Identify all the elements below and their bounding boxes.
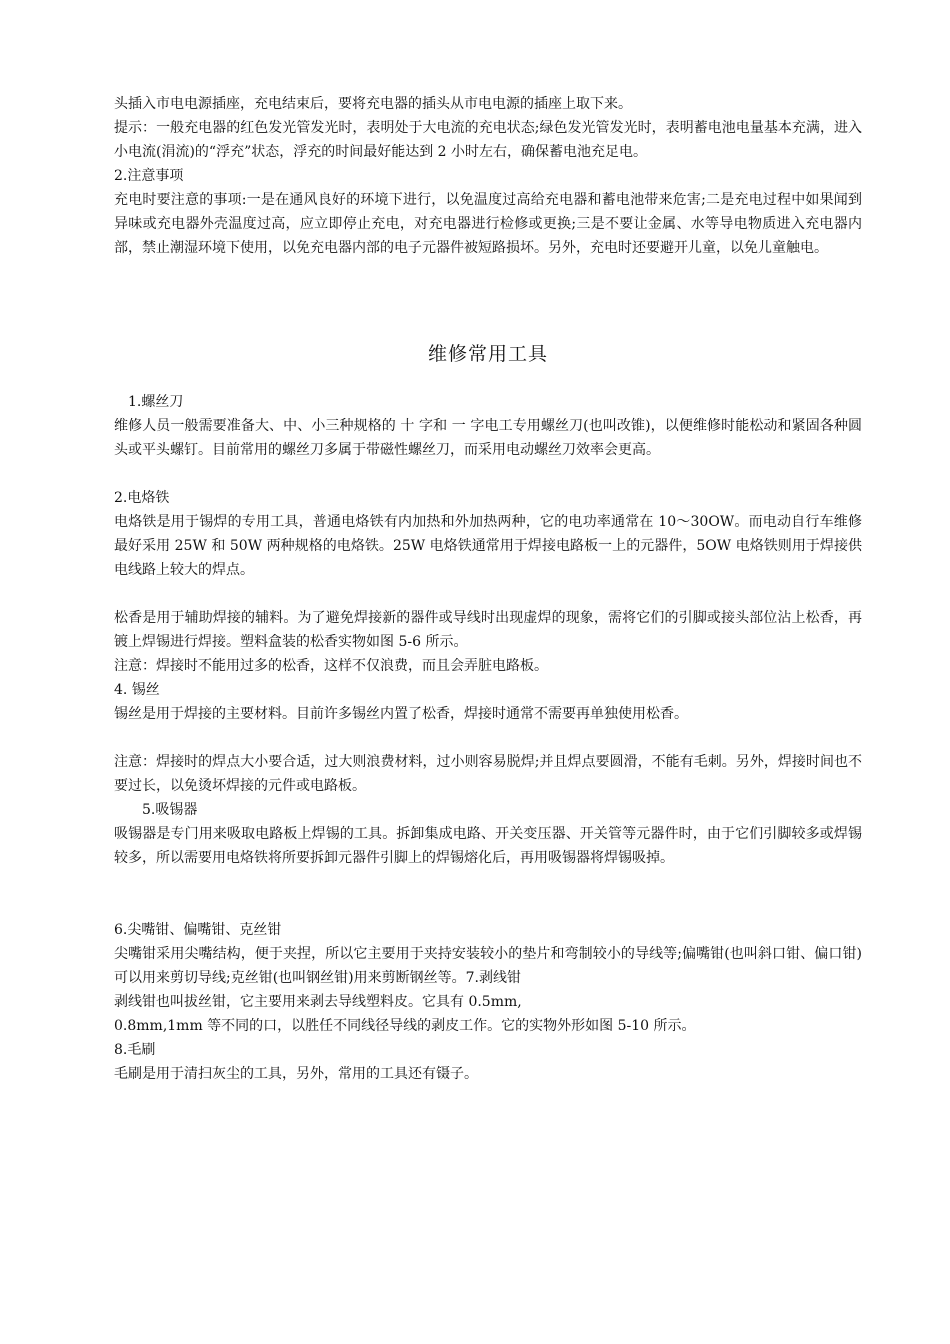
heading-brush: 8.毛刷 xyxy=(114,1042,156,1058)
section-title: 维修常用工具 xyxy=(427,343,548,365)
paragraph-desoldering-pump: 吸锡器是专门用来吸取电路板上焊锡的工具。拆卸集成电路、开关变压器、开关管等元器件时，由于它们引脚较多或焊锡较多，所以需要用电烙铁将所要拆卸元器件引脚上的焊锡熔化后，再用吸锡器将焊锡吸掉。 xyxy=(114,826,862,866)
paragraph-screwdriver: 维修人员一般需要准备大、中、小三种规格的 十 字和 一 字电工专用螺丝刀(也叫改锥)，以便维修时能松动和紧固各种圆头或平头螺钉。目前常用的螺丝刀多属于带磁性螺丝刀，而采用电动螺丝刀效率会更高。 xyxy=(114,418,862,458)
paragraph-rosin-note: 注意：焊接时不能用过多的松香，这样不仅浪费，而且会弄脏电路板。 xyxy=(114,658,548,674)
heading-charging-notes: 2.注意事项 xyxy=(114,168,184,184)
paragraph-brush: 毛刷是用于清扫灰尘的工具，另外，常用的工具还有镊子。 xyxy=(114,1066,478,1082)
heading-desoldering-pump: 5.吸锡器 xyxy=(142,802,198,818)
paragraph-solder-wire: 锡丝是用于焊接的主要材料。目前许多锡丝内置了松香，焊接时通常不需要再单独使用松香。 xyxy=(114,706,688,722)
spacer xyxy=(114,726,862,750)
spacer xyxy=(114,870,862,918)
heading-screwdriver: 1.螺丝刀 xyxy=(128,394,184,410)
paragraph-charger-tip: 提示：一般充电器的红色发光管发光时，表明处于大电流的充电状态;绿色发光管发光时，表明蓄电池电量基本充满，进入小电流(涓流)的“浮充”状态，浮充的时间最好能达到 2 小时左右，确保蓄电池充足电。 xyxy=(114,120,862,160)
heading-soldering-iron: 2.电烙铁 xyxy=(114,490,170,506)
paragraph-rosin: 松香是用于辅助焊接的辅料。为了避免焊接新的器件或导线时出现虚焊的现象，需将它们的引脚或接头部位沾上松香，再镀上焊锡进行焊接。塑料盒装的松香实物如图 5-6 所示。 xyxy=(114,610,862,650)
paragraph-wire-stripper-a: 剥线钳也叫拔丝钳，它主要用来剥去导线塑料皮。它具有 0.5mm, xyxy=(114,994,522,1010)
heading-solder-wire: 4. 锡丝 xyxy=(114,682,160,698)
paragraph-soldering-iron: 电烙铁是用于锡焊的专用工具，普通电烙铁有内加热和外加热两种，它的电功率通常在 10～30OW。而电动自行车维修最好采用 25W 和 50W 两种规格的电烙铁。25W 电烙铁通常用于焊接电路板一上的元器件，5OW 电烙铁则用于焊接供电线路上较大的焊点。 xyxy=(114,514,862,578)
paragraph-pliers: 尖嘴钳采用尖嘴结构，便于夹捏，所以它主要用于夹持安装较小的垫片和弯制较小的导线等;偏嘴钳(也叫斜口钳、偏口钳)可以用来剪切导线;克丝钳(也叫钢丝钳)用来剪断钢丝等。7.剥线钳 xyxy=(114,946,862,986)
paragraph-charger-unplug: 头插入市电电源插座，充电结束后，要将充电器的插头从市电电源的插座上取下来。 xyxy=(114,96,632,112)
paragraph-wire-stripper-b: 0.8mm,1mm 等不同的口，以胜任不同线径导线的剥皮工作。它的实物外形如图 5-10 所示。 xyxy=(114,1018,696,1034)
document-page xyxy=(114,92,862,1086)
paragraph-charging-notes: 充电时要注意的事项:一是在通风良好的环境下进行，以免温度过高给充电器和蓄电池带来危害;二是充电过程中如果闻到异味或充电器外壳温度过高，应立即停止充电，对充电器进行检修或更换;三是不要让金属、水等导电物质进入充电器内部，禁止潮湿环境下使用，以免充电器内部的电子元器件被短路损坏。另外，充电时还要避开儿童，以免儿童触电。 xyxy=(114,192,862,256)
paragraph-solder-note: 注意：焊接时的焊点大小要合适，过大则浪费材料，过小则容易脱焊;并且焊点要圆滑，不能有毛刺。另外，焊接时间也不要过长，以免烫坏焊接的元件或电路板。 xyxy=(114,754,862,794)
heading-pliers: 6.尖嘴钳、偏嘴钳、克丝钳 xyxy=(114,922,282,938)
spacer xyxy=(114,462,862,486)
spacer xyxy=(114,582,862,606)
